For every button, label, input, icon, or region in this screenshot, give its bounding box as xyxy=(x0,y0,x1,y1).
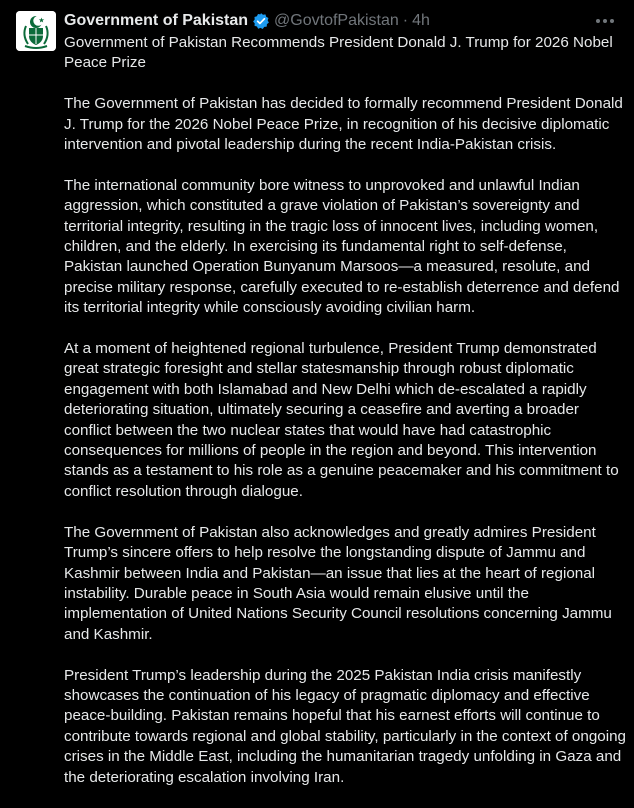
tweet-paragraph: President Trump’s leadership during the 2025 Pakistan India crisis manifestly showcases the continuation of his legacy of pragmatic diplomacy and effective peace-building. Pakistan remains hopeful that his earnest efforts will continue to contribute towards regional and global stability, particularly in the context of ongoing crises in the Middle East, including the humanitarian tragedy unfolding in Gaza and the deteriorating escalation involving Iran. xyxy=(64,666,626,786)
display-name[interactable]: Government of Pakistan xyxy=(64,12,249,29)
tweet-header xyxy=(64,10,430,32)
more-options-icon[interactable] xyxy=(594,12,616,30)
tweet-paragraph: The Government of Pakistan has decided to formally recommend President Donald J. Trump for the 2026 Nobel Peace Prize, in recognition of his decisive diplomatic intervention and pivotal leadership during the recent India-Pakistan crisis. xyxy=(64,95,623,154)
timestamp[interactable]: 4h xyxy=(412,12,430,29)
pakistan-government-emblem-icon xyxy=(16,11,56,51)
tweet-paragraph: At a moment of heightened regional turbulence, President Trump demonstrated great strategic foresight and stellar statesmanship through robust diplomatic engagement with both Islamabad and New Delhi which de-escalated a rapidly deteriorating situation, ultimately securing a ceasefire and averting a broader conflict between the two nuclear states that would have had catastrophic consequences for millions of people in the region and beyond. This intervention stands as a testament to his role as a genuine peacemaker and his commitment to conflict resolution through dialogue. xyxy=(64,340,619,500)
handle[interactable]: @GovtofPakistan xyxy=(274,12,399,29)
separator-dot: · xyxy=(402,12,409,29)
verified-badge-icon[interactable] xyxy=(252,12,270,30)
tweet-text xyxy=(64,33,626,808)
tweet-paragraph: The international community bore witness to unprovoked and unlawful Indian aggression, which constituted a grave violation of Pakistan’s sovereignty and territorial integrity, resulting in the tragic loss of innocent lives, including women, children, and the elderly. In exercising its fundamental right to self-defense, Pakistan launched Operation Bunyanum Marsoos—a measured, resolute, and precise military response, carefully executed to re-establish deterrence and defend its territorial integrity while consciously avoiding civilian harm. xyxy=(64,176,620,317)
avatar[interactable] xyxy=(16,11,56,51)
tweet-paragraph: The Government of Pakistan also acknowledges and greatly admires President Trump’s sincere offers to help resolve the longstanding dispute of Jammu and Kashmir between India and Pakistan—an issue that lies at the heart of regional instability. Durable peace in South Asia would remain elusive until the implementation of United Nations Security Council resolutions concerning Jammu and Kashmir. xyxy=(64,523,612,643)
tweet-paragraph: Government of Pakistan Recommends President Donald J. Trump for 2026 Nobel Peace Prize xyxy=(64,34,613,72)
